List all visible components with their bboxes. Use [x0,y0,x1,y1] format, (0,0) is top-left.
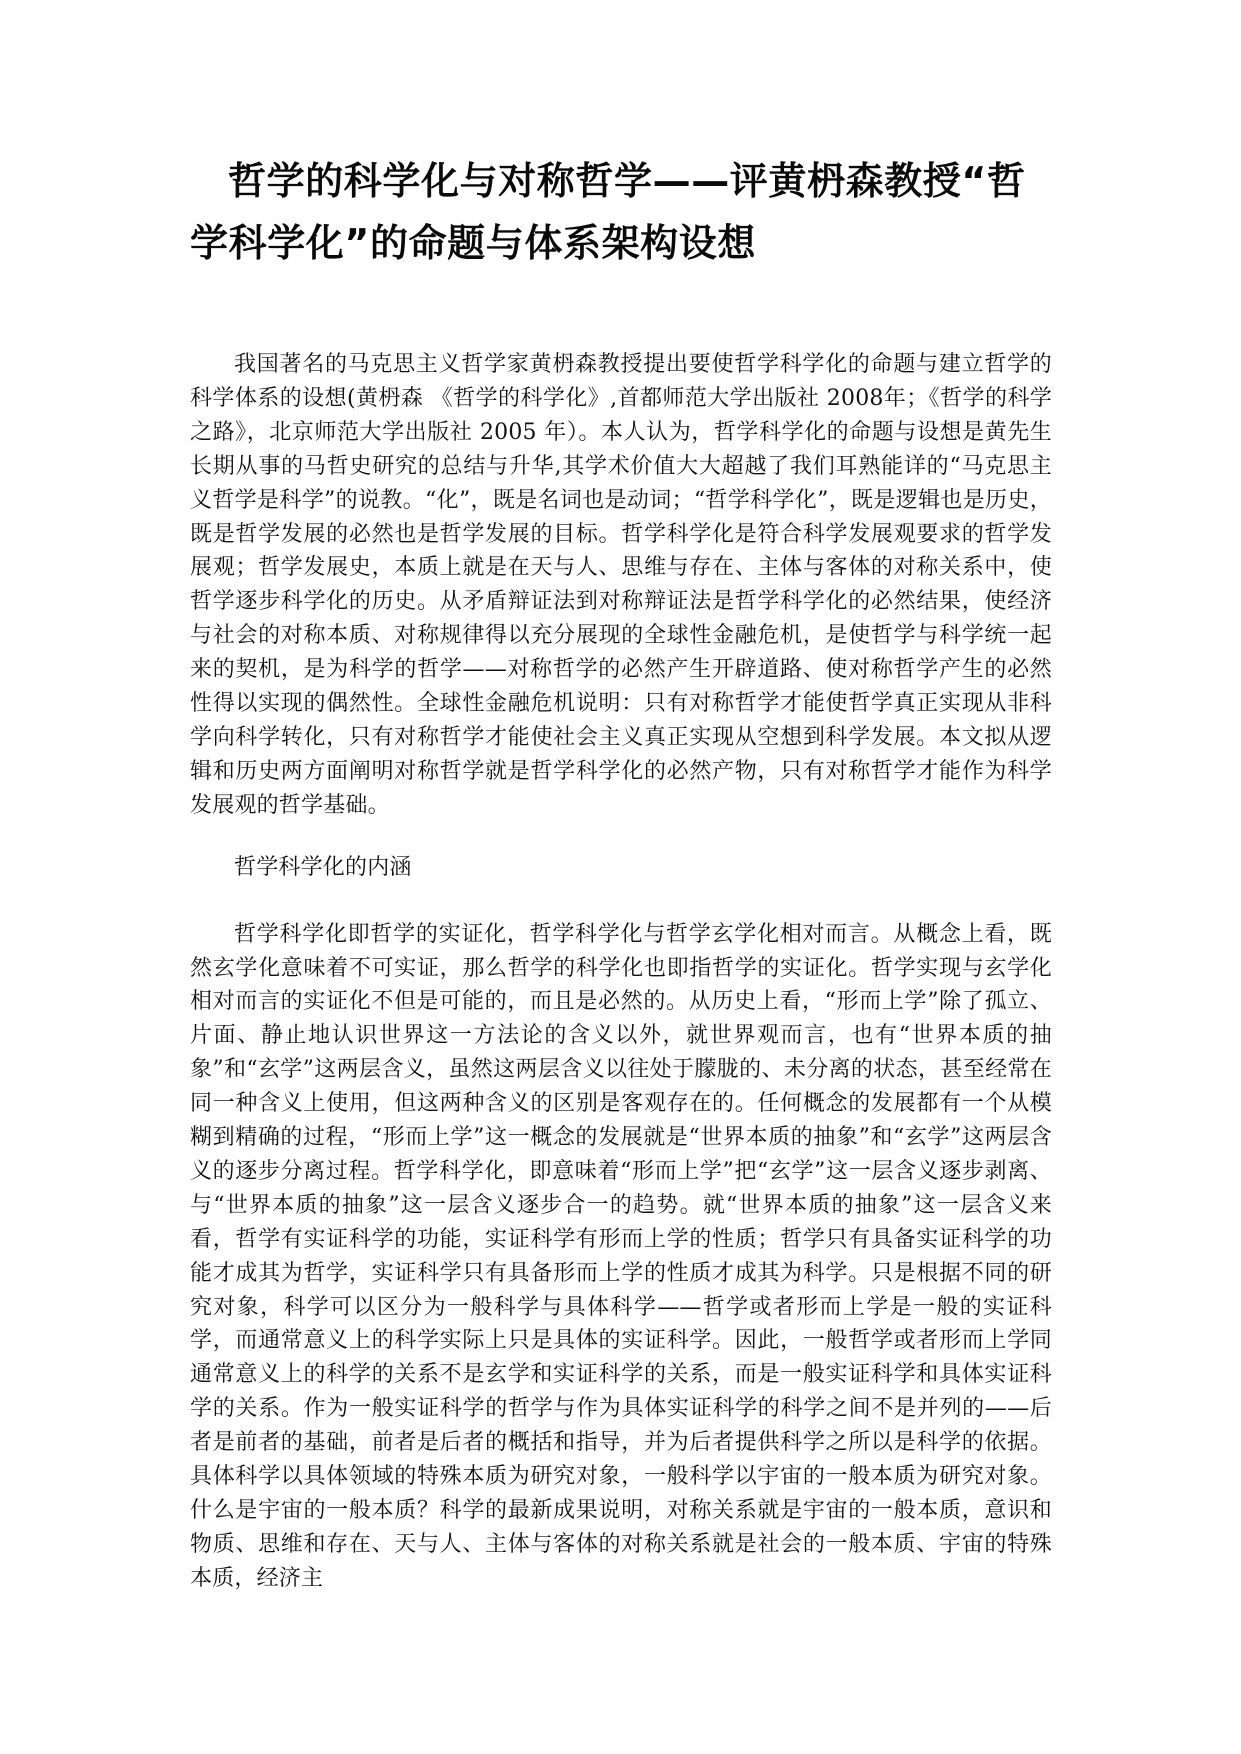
section-paragraph: 哲学科学化即哲学的实证化，哲学科学化与哲学玄学化相对而言。从概念上看，既然玄学化意味着不可实证，那么哲学的科学化也即指哲学的实证化。哲学实现与玄学化相对而言的实证化不但是可能的，而且是必然的。从历史上看，“形而上学”除了孤立、片面、静止地认识世界这一方法论的含义以外，就世界观而言，也有“世界本质的抽象”和“玄学”这两层含义，虽然这两层含义以往处于朦胧的、未分离的状态，甚至经常在同一种含义上使用，但这两种含义的区别是客观存在的。任何概念的发展都有一个从模糊到精确的过程，“形而上学”这一概念的发展就是“世界本质的抽象”和“玄学”这两层含义的逐步分离过程。哲学科学化，即意味着“形而上学”把“玄学”这一层含义逐步剥离、与“世界本质的抽象”这一层含义逐步合一的趋势。就“世界本质的抽象”这一层含义来看，哲学有实证科学的功能，实证科学有形而上学的性质；哲学只有具备实证科学的功能才成其为哲学，实证科学只有具备形而上学的性质才成其为科学。只是根据不同的研究对象，科学可以区分为一般科学与具体科学——哲学或者形而上学是一般的实证科学，而通常意义上的科学实际上只是具体的实证科学。因此，一般哲学或者形而上学同通常意义上的科学的关系不是玄学和实证科学的关系，而是一般实证科学和具体实证科学的关系。作为一般实证科学的哲学与作为具体实证科学的科学之间不是并列的——后者是前者的基础，前者是后者的概括和指导，并为后者提供科学之所以是科学的依据。具体科学以具体领域的特殊本质为研究对象，一般科学以宇宙的一般本质为研究对象。什么是宇宙的一般本质？科学的最新成果说明，对称关系就是宇宙的一般本质，意识和物质、思维和存在、天与人、主体与客体的对称关系就是社会的一般本质、宇宙的特殊本质，经济主 [190,921,1052,1591]
intro-paragraph: 我国著名的马克思主义哲学家黄枬森教授提出要使哲学科学化的命题与建立哲学的科学体系的设想(黄枬森 《哲学的科学化》,首都师范大学出版社 2008年；《哲学的科学之路》，北京师范大学出版社 2005 年）。本人认为，哲学科学化的命题与设想是黄先生长期从事的马哲史研究的总结与升华,其学术价值大大超越了我们耳熟能详的“马克思主义哲学是科学”的说教。“化”，既是名词也是动词；“哲学科学化”，既是逻辑也是历史，既是哲学发展的必然也是哲学发展的目标。哲学科学化是符合科学发展观要求的哲学发展观；哲学发展史，本质上就是在天与人、思维与存在、主体与客体的对称关系中，使哲学逐步科学化的历史。从矛盾辩证法到对称辩证法是哲学科学化的必然结果，使经济与社会的对称本质、对称规律得以充分展现的全球性金融危机，是使哲学与科学统一起来的契机，是为科学的哲学——对称哲学的必然产生开辟道路、使对称哲学产生的必然性得以实现的偶然性。全球性金融危机说明：只有对称哲学才能使哲学真正实现从非科学向科学转化，只有对称哲学才能使社会主义真正实现从空想到科学发展。本文拟从逻辑和历史两方面阐明对称哲学就是哲学科学化的必然产物，只有对称哲学才能作为科学发展观的哲学基础。 [190,352,1052,818]
document-page [190,150,1052,1596]
section-heading: 哲学科学化的内涵 [234,854,412,880]
document-title: 哲学的科学化与对称哲学——评黄枬森教授“哲学科学化”的命题与体系架构设想 [190,159,1026,265]
